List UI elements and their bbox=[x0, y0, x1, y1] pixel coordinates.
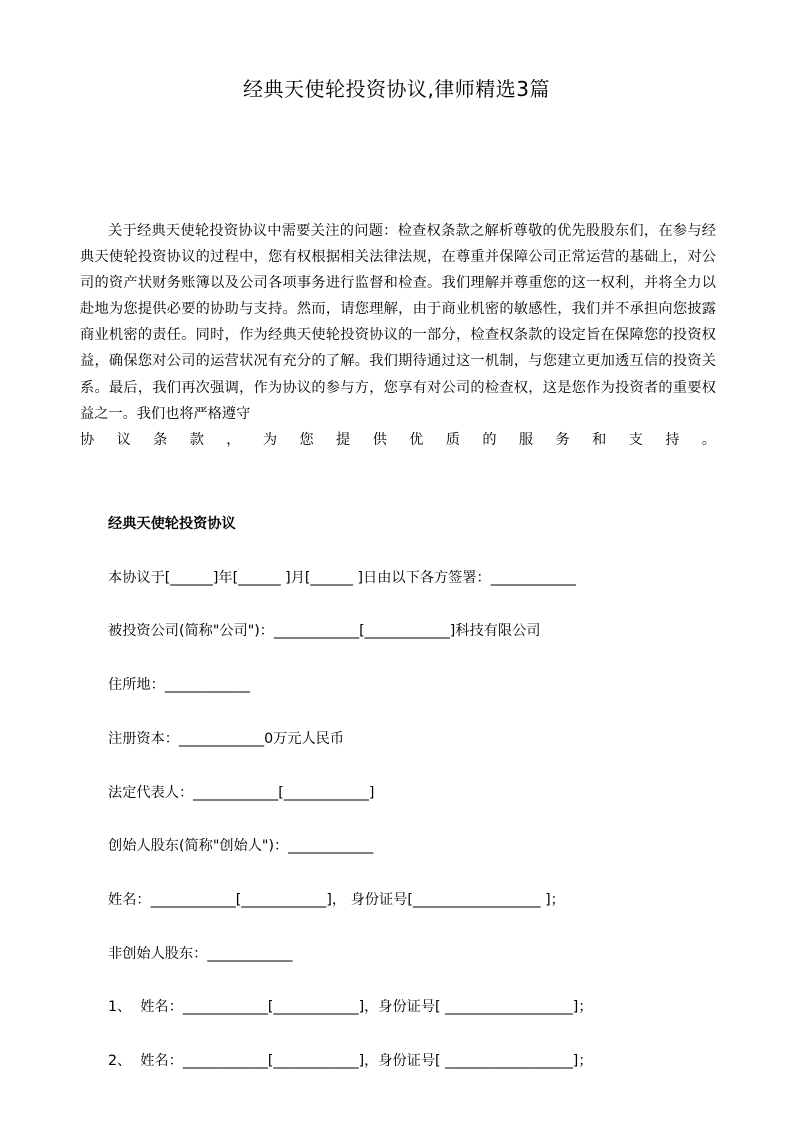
investee-company-line: 被投资公司(简称"公司")：____________[____________]科技有限公司 bbox=[108, 623, 541, 639]
shareholder-1-line: 1、 姓名：____________[____________]，身份证号[ __________________]； bbox=[108, 999, 593, 1015]
intro-last-line: 协议条款，为您提供优质的服务和支持。 bbox=[80, 431, 716, 448]
legal-representative-line: 法定代表人：____________[____________] bbox=[108, 785, 375, 801]
address-line: 住所地：____________ bbox=[108, 677, 250, 693]
document-title: 经典天使轮投资协议,律师精选3篇 bbox=[242, 77, 551, 101]
non-founder-shareholder-line: 非创始人股东：____________ bbox=[108, 946, 293, 962]
founder-shareholder-line: 创始人股东(简称"创始人")：____________ bbox=[108, 838, 374, 854]
registered-capital-line: 注册资本：____________0万元人民币 bbox=[108, 731, 345, 747]
section-title: 经典天使轮投资协议 bbox=[108, 516, 236, 532]
founder-name-id-line: 姓名：____________[____________]， 身份证号[__________________ ]； bbox=[108, 892, 565, 908]
shareholder-2-line: 2、 姓名：____________[____________]，身份证号[ __________________]； bbox=[108, 1053, 593, 1069]
intro-paragraph bbox=[80, 218, 716, 453]
intro-body: 关于经典天使轮投资协议中需要关注的问题：检查权条款之解析尊敬的优先股股东们，在参与经典天使轮投资协议的过程中，您有权根据相关法律法规，在尊重并保障公司正常运营的基础上，对公司的资产状财务账簿以及公司各项事务进行监督和检查。我们理解并尊重您的这一权利，并将全力以赴地为您提供必要的协助与支持。然而，请您理解，由于商业机密的敏感性，我们并不承担向您披露商业机密的责任。同时，作为经典天使轮投资协议的一部分，检查权条款的设定旨在保障您的投资权益，确保您对公司的运营状况有充分的了解。我们期待通过这一机制，与您建立更加透互信的投资关系。最后，我们再次强调，作为协议的参与方，您享有对公司的检查权，这是您作为投资者的重要权益之一。我们也将严格遵守 bbox=[80, 223, 716, 422]
signing-date-line: 本协议于[______]年[______ ]月[______ ]日由以下各方签署：____________ bbox=[108, 570, 576, 586]
